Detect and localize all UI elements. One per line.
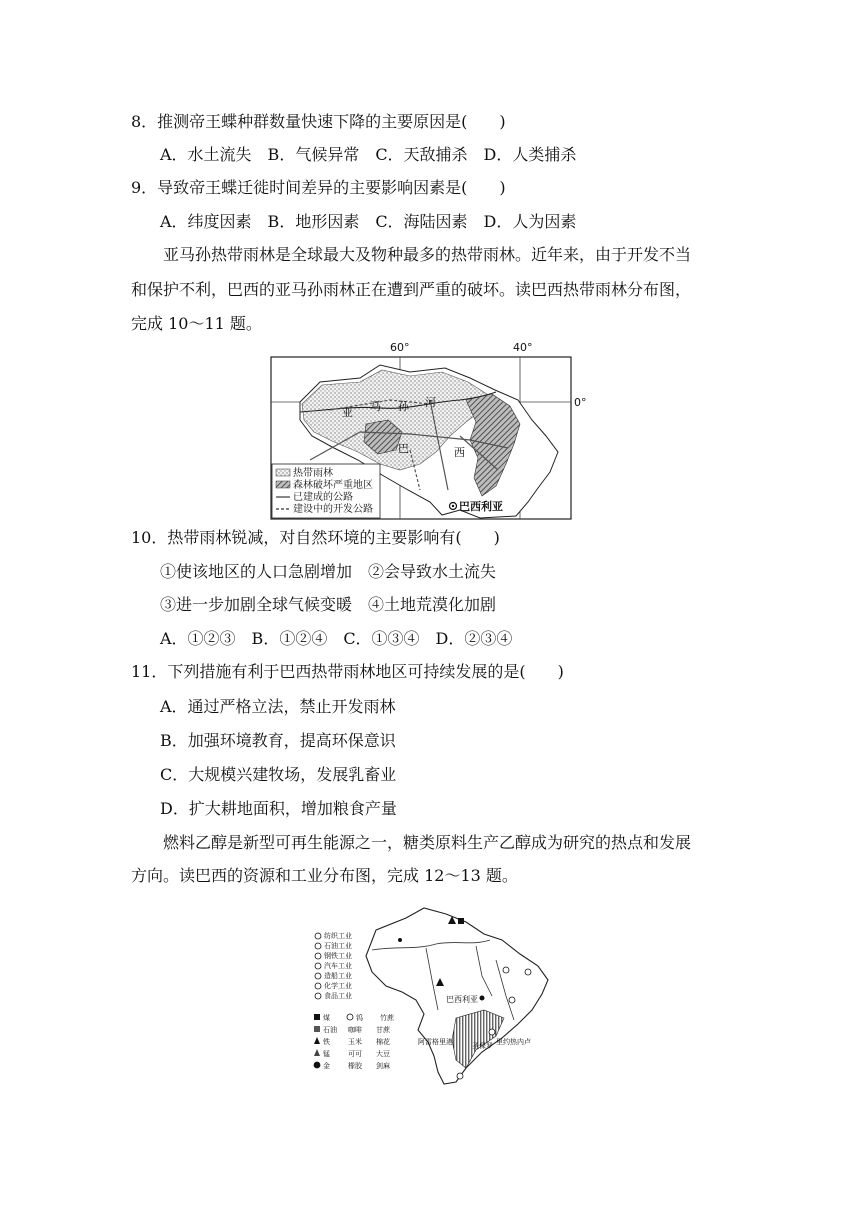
passage2-line1: 燃料乙醇是新型可再生能源之一，糖类原料生产乙醇成为研究的热点和发展 (163, 833, 692, 852)
q9-options: A．纬度因素 B．地形因素 C．海陆因素 D．人为因素 (160, 212, 577, 231)
passage1-line3: 完成 10～11 题。 (131, 314, 262, 333)
region-char-3: 孙 (398, 400, 409, 413)
legend-manganese: 锰 (323, 1050, 330, 1058)
legend-swatch-rainforest (276, 469, 290, 476)
industry-symbol-3-icon (509, 997, 515, 1003)
legend-sugarcane: 甘蔗 (376, 1026, 390, 1034)
legend-gold-icon (314, 1062, 320, 1068)
legend-iron: 铁 (323, 1038, 330, 1046)
city-sao-paulo: 圣保罗 (472, 1042, 493, 1050)
industry-symbol-5-icon (457, 1073, 463, 1079)
legend-deforest: 森林破坏严重地区 (293, 480, 373, 491)
legend-cotton: 棉花 (376, 1038, 390, 1046)
legend-rainforest: 热带雨林 (293, 468, 333, 479)
legend-road: 已建成的公路 (293, 492, 353, 503)
legend-ship-icon (315, 973, 321, 979)
capital-2-marker-icon (480, 996, 485, 1001)
q11-option-d: D．扩大耕地面积，增加粮食产量 (160, 799, 397, 818)
passage1-line1: 亚马孙热带雨林是全球最大及物种最多的热带雨林。近年来，由于开发不当 (163, 245, 692, 264)
legend-cocoa: 可可 (348, 1050, 362, 1058)
legend-chemical: 化学工业 (324, 982, 352, 990)
industry-symbol-1-icon (503, 967, 509, 973)
gold-symbol-icon (398, 938, 402, 942)
map2-capital-label: 巴西利亚 (446, 995, 478, 1004)
legend-steel-icon (315, 953, 321, 959)
legend-petroleum: 石油工业 (324, 942, 352, 950)
region-char-1: 亚 (342, 406, 353, 419)
q10-items1: ①使该地区的人口急剧增加 ②会导致水土流失 (160, 562, 497, 581)
legend-swatch-deforest (276, 481, 290, 488)
legend-textile: 纺织工业 (324, 932, 352, 940)
map1-legend (272, 464, 380, 518)
legend-soybean: 大豆 (376, 1050, 390, 1058)
legend-food-icon (315, 993, 321, 999)
industry-symbol-2-icon (525, 969, 531, 975)
legend-coffee: 咖啡 (348, 1026, 362, 1034)
region-char-5: 巴 (398, 442, 409, 455)
lon-40-label: 40° (513, 341, 533, 354)
legend-chemical-icon (315, 983, 321, 989)
legend-textile-icon (315, 933, 321, 939)
q11-option-c: C．大规模兴建牧场，发展乳畜业 (160, 765, 397, 784)
city-rio: 里约热内卢 (496, 1038, 531, 1046)
legend-ship: 造船工业 (324, 972, 352, 980)
q11-option-b: B．加强环境教育，提高环保意识 (160, 731, 396, 750)
legend-corn: 玉米 (348, 1038, 362, 1046)
q8-options: A．水土流失 B．气候异常 C．天敌捕杀 D．人类捕杀 (160, 145, 577, 164)
q10-stem: 10．热带雨林锐减，对自然环境的主要影响有( ) (131, 528, 500, 547)
city-southwest: 阿雷格里港 (418, 1038, 453, 1046)
q8-stem: 8．推测帝王蝶种群数量快速下降的主要原因是( ) (131, 112, 506, 131)
q10-items2: ③进一步加剧全球气候变暖 ④土地荒漠化加剧 (160, 595, 497, 614)
region-char-4: 河 (425, 396, 436, 409)
legend-sisal: 剑麻 (376, 1062, 390, 1070)
industry-symbol-4-icon (489, 1029, 495, 1035)
region-char-2: 马 (370, 400, 381, 413)
legend-manganese-icon (314, 1049, 320, 1056)
legend-steel: 钢铁工业 (324, 952, 352, 960)
legend-oil: 石油 (323, 1026, 337, 1034)
coal-symbol-icon (458, 918, 464, 924)
q9-stem: 9．导致帝王蝶迁徙时间差异的主要影响因素是( ) (131, 178, 506, 197)
legend-coal-icon (314, 1014, 320, 1020)
legend-iron-icon (314, 1037, 320, 1044)
capital-dot-icon (452, 505, 454, 507)
legend-food: 食品工业 (324, 992, 352, 1000)
legend-rubber: 橡胶 (348, 1062, 362, 1070)
region-char-6: 西 (454, 446, 465, 459)
legend-oil-icon (314, 1026, 320, 1032)
legend-auto: 汽车工业 (324, 962, 352, 970)
legend-gold: 金 (323, 1062, 330, 1070)
legend-tungsten-icon (347, 1014, 353, 1020)
legend-petroleum-icon (315, 943, 321, 949)
legend-coal: 煤 (323, 1014, 330, 1022)
legend-bamboo-cane: 竹蔗 (380, 1014, 394, 1022)
q11-option-a: A．通过严格立法，禁止开发雨林 (160, 697, 396, 716)
lon-60-label: 60° (390, 341, 410, 354)
legend-dev-road: 建设中的开发公路 (293, 504, 373, 515)
legend-tungsten: 钨 (356, 1014, 363, 1022)
passage2-line2: 方向。读巴西的资源和工业分布图，完成 12～13 题。 (131, 866, 518, 885)
q11-stem: 11．下列措施有利于巴西热带雨林地区可持续发展的是( ) (131, 662, 564, 681)
resource-legend (314, 1013, 395, 1070)
brazil-rainforest-map (270, 340, 600, 522)
passage1-line2: 和保护不利，巴西的亚马孙雨林正在遭到严重的破坏。读巴西热带雨林分布图， (131, 280, 692, 299)
lat-0-label: 0° (574, 396, 587, 409)
brazil-resources-map (306, 900, 558, 1090)
capital-label: 巴西利亚 (459, 500, 503, 513)
industry-legend (315, 931, 352, 1000)
q10-options: A．①②③ B．①②④ C．①③④ D．②③④ (160, 629, 513, 648)
legend-auto-icon (315, 963, 321, 969)
